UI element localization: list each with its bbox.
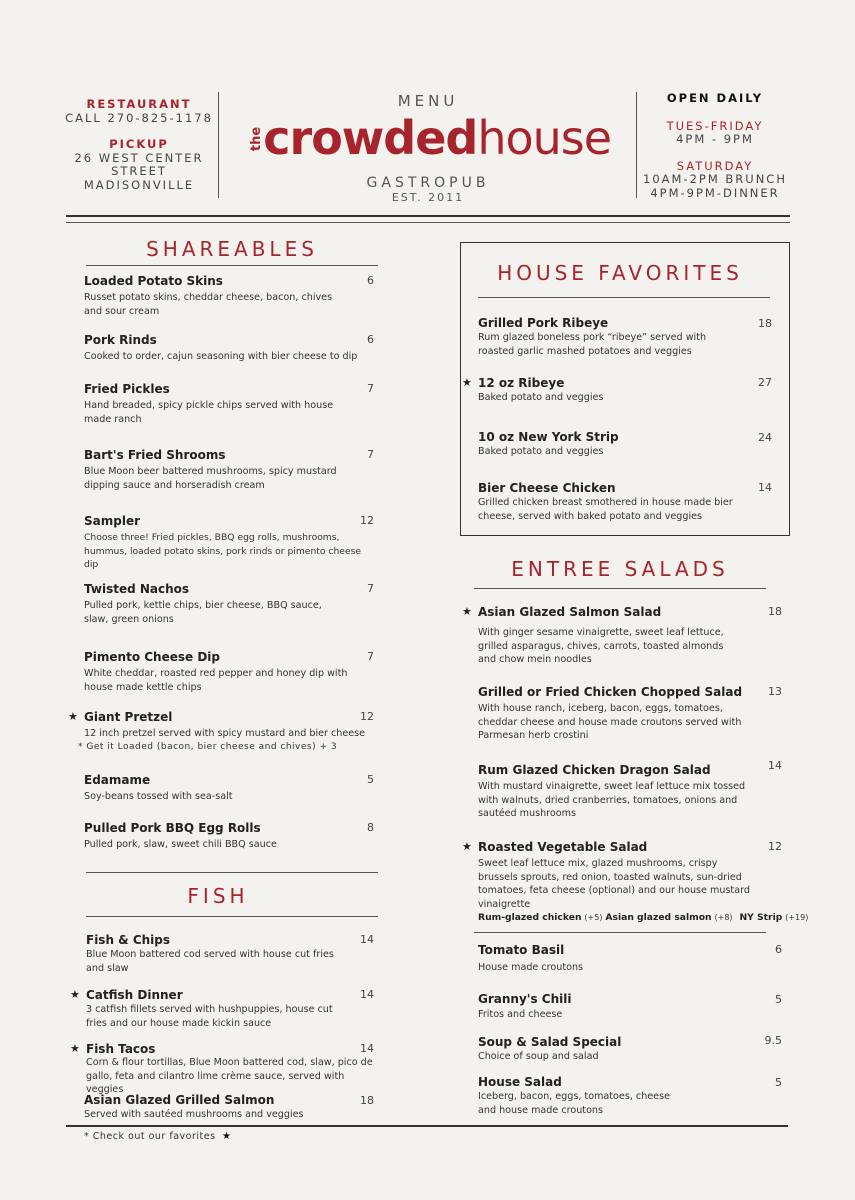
item-price: 7 [367, 382, 374, 395]
item-name: 10 oz New York Strip [478, 430, 619, 444]
brand-block [222, 92, 634, 204]
menu-item [84, 773, 349, 804]
item-name: Giant Pretzel [84, 710, 173, 724]
item-name: Pork Rinds [84, 333, 157, 347]
item-price: 14 [768, 759, 782, 772]
item-desc: Blue Moon battered cod served with house cut fries and slaw [86, 949, 334, 974]
item-desc: With mustard vinaigrette, sweet leaf lettuce mix tossed with walnuts, dried cranberries, tomatoes, onions and sautéed mushrooms [478, 781, 746, 820]
item-desc: With ginger sesame vinaigrette, sweet leaf lettuce, grilled asparagus, chives, carrots, toasted almonds and chow mein noodles [478, 627, 724, 666]
item-name: Bart's Fried Shrooms [84, 448, 226, 462]
addon-price: (+8) [714, 913, 733, 923]
item-name: Fried Pickles [84, 382, 170, 396]
menu-item [478, 481, 748, 523]
favorite-star-icon: ★ [70, 1042, 80, 1055]
menu-item [478, 430, 738, 459]
pickup-label: PICKUP [109, 137, 169, 151]
item-name: Grilled or Fried Chicken Chopped Salad [478, 685, 743, 699]
header-rule [66, 222, 790, 223]
menu-item [70, 1042, 376, 1097]
contact-info [62, 98, 216, 192]
footer-rule [66, 1125, 788, 1127]
menu-item [84, 1093, 344, 1122]
item-desc: White cheddar, roasted red pepper and honey dip with house made kettle chips [84, 668, 348, 693]
address-line: MADISONVILLE [83, 177, 195, 192]
item-desc: 12 inch pretzel served with spicy mustard and bier cheese [84, 728, 366, 739]
item-desc: House made croutons [478, 962, 584, 973]
item-price: 12 [360, 710, 374, 723]
menu-item [478, 1035, 738, 1064]
menu-item [462, 840, 809, 925]
addons-line [478, 911, 809, 925]
menu-item [478, 1075, 688, 1117]
fish-title: FISH [187, 884, 249, 908]
item-desc: 3 catfish fillets served with hushpuppies, house cut fries and our house made kickin sauce [86, 1004, 333, 1029]
addon-name: NY Strip [739, 912, 783, 924]
header-rule [66, 215, 790, 217]
item-desc: Rum glazed boneless pork “ribeye” served with roasted garlic mashed potatoes and veggies [478, 332, 707, 357]
saturday-label: SATURDAY [676, 158, 754, 173]
item-name: Edamame [84, 773, 151, 787]
item-name: Pimento Cheese Dip [84, 650, 221, 664]
item-name: Roasted Vegetable Salad [478, 840, 648, 854]
section-rule [86, 916, 378, 917]
section-rule [86, 265, 378, 266]
item-price: 24 [758, 431, 772, 444]
addon-name: Asian glazed salmon [605, 912, 712, 924]
item-name: Pulled Pork BBQ Egg Rolls [84, 821, 261, 835]
item-note: * Get it Loaded (bacon, bier cheese and chives) + 3 [78, 742, 338, 752]
logo-the: the [249, 126, 265, 152]
section-rule [474, 932, 766, 933]
item-price: 6 [367, 333, 374, 346]
item-desc: Choose three! Fried pickles, BBQ egg rolls, mushrooms, hummus, loaded potato skins, pork rinds or pimento cheese dip [84, 532, 362, 571]
item-name: Twisted Nachos [84, 582, 190, 596]
item-name: Fish & Chips [86, 933, 171, 947]
menu-item [84, 514, 374, 572]
address-line: STREET [111, 164, 167, 178]
menu-item [70, 988, 341, 1030]
section-rule [86, 872, 378, 873]
favorite-star-icon: ★ [462, 376, 472, 389]
open-daily: OPEN DAILY [666, 91, 764, 105]
item-price: 14 [360, 933, 374, 946]
item-price: 5 [775, 993, 782, 1006]
addon-price: (+5) [584, 913, 603, 923]
item-price: 8 [367, 821, 374, 834]
hours-block [640, 92, 790, 200]
header-divider [218, 92, 219, 198]
item-desc: Cooked to order, cajun seasoning with bier cheese to dip [84, 351, 358, 362]
saturday-brunch: 10AM-2PM BRUNCH [643, 172, 787, 186]
gastropub-word: GASTROPUB [366, 175, 490, 191]
item-price: 27 [758, 376, 772, 389]
item-desc: Pulled pork, kettle chips, bier cheese, BBQ sauce, slaw, green onions [84, 600, 322, 625]
item-name: 12 oz Ribeye [478, 376, 565, 390]
item-price: 14 [758, 481, 772, 494]
item-price: 7 [367, 650, 374, 663]
item-name: Tomato Basil [478, 943, 565, 957]
item-desc: Soy-beans tossed with sea-salt [84, 791, 233, 802]
item-name: Fish Tacos [86, 1042, 156, 1056]
logo-crowded: crowded [263, 111, 478, 165]
item-desc: Grilled chicken breast smothered in house made bier cheese, served with baked potato and veggies [478, 497, 733, 522]
established: EST. 2011 [391, 191, 465, 204]
item-price: 7 [367, 582, 374, 595]
item-price: 18 [758, 317, 772, 330]
restaurant-phone[interactable]: CALL 270-825-1178 [65, 110, 213, 125]
item-name: Catfish Dinner [86, 988, 183, 1002]
weekday-hours: 4PM - 9PM [676, 132, 754, 146]
favorite-star-icon: ★ [68, 710, 78, 723]
favorite-star-icon: ★ [70, 988, 80, 1001]
item-desc: Corn & flour tortillas, Blue Moon battered cod, slaw, pico de gallo, feta and cilantro lime crème sauce, served with veggies [86, 1057, 373, 1096]
item-price: 6 [367, 274, 374, 287]
item-name: House Salad [478, 1075, 562, 1089]
menu-item [478, 685, 760, 743]
favorite-star-icon: ★ [462, 605, 472, 618]
item-desc: Served with sautéed mushrooms and veggies [84, 1109, 304, 1120]
menu-item [84, 582, 349, 626]
item-name: Asian Glazed Salmon Salad [478, 605, 662, 619]
item-price: 12 [768, 840, 782, 853]
item-desc: Baked potato and veggies [478, 392, 604, 403]
section-rule [474, 588, 766, 589]
item-price: 7 [367, 448, 374, 461]
section-rule [478, 297, 770, 298]
weekday-label: TUES-FRIDAY [666, 118, 764, 133]
item-desc: Choice of soup and salad [478, 1051, 599, 1062]
house-favorites-title: HOUSE FAVORITES [497, 261, 743, 285]
item-name: Grilled Pork Ribeye [478, 316, 609, 330]
item-desc: Fritos and cheese [478, 1009, 563, 1020]
favorites-note [84, 1131, 232, 1142]
restaurant-label: RESTAURANT [86, 97, 192, 111]
item-name: Bier Cheese Chicken [478, 481, 616, 495]
menu-item [462, 605, 760, 667]
menu-item [68, 710, 374, 741]
menu-item [478, 763, 760, 821]
entree-salads-title: ENTREE SALADS [511, 557, 729, 581]
logo-house: house [477, 111, 612, 165]
addon-name: Rum-glazed chicken [478, 912, 582, 924]
item-name: Granny's Chili [478, 992, 572, 1006]
favorites-note-text: * Check out our favorites [84, 1131, 216, 1142]
item-name: Asian Glazed Grilled Salmon [84, 1093, 275, 1107]
item-name: Rum Glazed Chicken Dragon Salad [478, 763, 711, 777]
item-desc: Baked potato and veggies [478, 446, 604, 457]
item-desc: Hand breaded, spicy pickle chips served with house made ranch [84, 400, 334, 425]
menu-item [84, 821, 349, 852]
item-desc: Blue Moon beer battered mushrooms, spicy mustard dipping sauce and horseradish cream [84, 466, 337, 491]
item-price: 9.5 [764, 1034, 782, 1047]
favorite-star-icon: ★ [462, 840, 472, 853]
address-line: 26 WEST CENTER [74, 150, 204, 165]
item-desc: With house ranch, iceberg, bacon, eggs, tomatoes, cheddar cheese and house made croutons served with Parmesan herb crostini [478, 703, 742, 742]
item-desc: Russet potato skins, cheddar cheese, bacon, chives and sour cream [84, 292, 333, 317]
favorite-star-icon: ★ [222, 1131, 232, 1142]
shareables-title: SHAREABLES [146, 237, 318, 261]
menu-item [84, 333, 364, 364]
item-price: 12 [360, 514, 374, 527]
menu-word: MENU [397, 92, 459, 110]
menu-item [478, 316, 738, 358]
addon-price: (+19) [785, 913, 809, 923]
item-price: 5 [775, 1076, 782, 1089]
menu-item [84, 448, 344, 492]
menu-item [462, 376, 738, 405]
saturday-dinner: 4PM-9PM-DINNER [650, 185, 780, 200]
menu-item [84, 382, 359, 426]
logo [222, 112, 634, 177]
item-price: 18 [360, 1094, 374, 1107]
item-price: 13 [768, 685, 782, 698]
item-desc: Pulled pork, slaw, sweet chili BBQ sauce [84, 839, 277, 850]
menu-item [478, 943, 738, 975]
item-price: 5 [367, 773, 374, 786]
item-price: 18 [768, 605, 782, 618]
item-price: 14 [360, 1042, 374, 1055]
item-price: 14 [360, 988, 374, 1001]
header-divider [636, 92, 637, 198]
menu-item [84, 650, 349, 694]
item-name: Sampler [84, 514, 141, 528]
item-name: Soup & Salad Special [478, 1035, 622, 1049]
item-name: Loaded Potato Skins [84, 274, 223, 288]
item-desc: Sweet leaf lettuce mix, glazed mushrooms, crispy brussels sprouts, red onion, toasted walnuts, sun-dried tomatoes, feta cheese (optional) and our house mustard vinaigrette [478, 858, 750, 910]
item-desc: Iceberg, bacon, eggs, tomatoes, cheese and house made croutons [478, 1091, 670, 1116]
menu-item [86, 933, 341, 975]
menu-item [478, 992, 738, 1022]
item-price: 6 [775, 943, 782, 956]
menu-item [84, 274, 344, 318]
